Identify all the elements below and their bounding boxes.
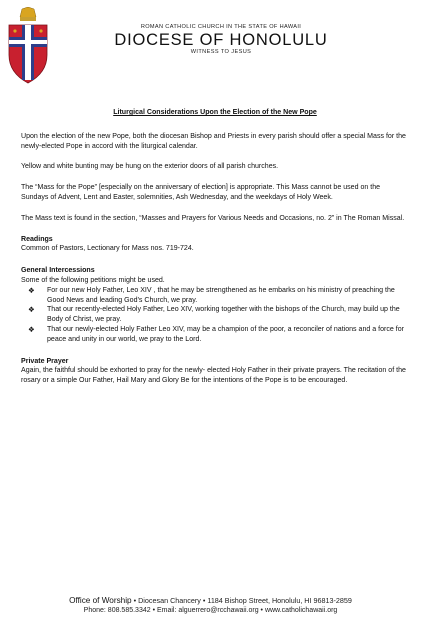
- footer-contact-line: Phone: 808.585.3342 • Email: alguerrero@rcchawaii.org • www.catholichawaii.org: [83, 607, 338, 614]
- letterhead-footer: [0, 596, 421, 616]
- petition-text: That our recently-elected Holy Father, Leo XIV, working together with the bishops of the Church, may build up the Body of Christ, we pray.: [47, 306, 400, 324]
- document-title: Liturgical Considerations Upon the Election of the New Pope: [113, 109, 317, 116]
- readings-text: Common of Pastors, Lectionary for Mass nos. 719-724.: [21, 245, 194, 253]
- letterhead-subtitle: WITNESS TO JESUS: [190, 49, 252, 55]
- letterhead-title: DIOCESE OF HONOLULU: [114, 31, 328, 49]
- readings-heading: Readings: [21, 235, 53, 243]
- letterhead-superscript: ROMAN CATHOLIC CHURCH IN THE STATE OF HAWAII: [140, 24, 302, 30]
- petition-item: [21, 325, 409, 345]
- intercessions-heading: General Intercessions: [21, 267, 95, 275]
- paragraph-bunting: Yellow and white bunting may be hung on the exterior doors of all parish churches.: [21, 163, 279, 171]
- intercessions-intro: Some of the following petitions might be used.: [21, 276, 165, 284]
- diamond-bullet-icon: ❖: [28, 324, 35, 334]
- footer-office-name: Office of Worship: [69, 596, 132, 605]
- petition-text: For our new Holy Father, Leo XIV , that he may be strengthened as he embarks on his ministry of preaching the Good News and leading God’s Church, we pray.: [47, 286, 395, 304]
- letterhead-title-block: [96, 24, 346, 56]
- diamond-bullet-icon: ❖: [28, 305, 35, 315]
- footer-address: • Diocesan Chancery • 1184 Bishop Street, Honolulu, HI 96813-2859: [131, 596, 352, 605]
- footer-address-line: [0, 596, 421, 606]
- petition-text: That our newly-elected Holy Father Leo XIV, may be a champion of the poor, a reconciler of nations and a force for peace and unity in our world, we pray to the Lord.: [47, 325, 404, 343]
- private-prayer-section: [21, 357, 409, 386]
- private-prayer-text: Again, the faithful should be exhorted to pray for the newly- elected Holy Father in their private prayers. The recitation of the rosary or a simple Our Father, Hail Mary and Glory Be for the intentions of the Pope is to be encouraged.: [21, 367, 406, 385]
- paragraph-mass-for-pope: The “Mass for the Pope” [especially on the anniversary of election] is appropriate. This Mass cannot be used on the Sundays of Advent, Lent and Easter, solemnities, Ash Wednesday, and the weekdays of Holy Week.: [21, 184, 381, 201]
- document-body: [21, 108, 409, 398]
- diamond-bullet-icon: ❖: [28, 285, 35, 295]
- petition-item: [21, 286, 409, 306]
- paragraph-special-mass: Upon the election of the new Pope, both the diocesan Bishop and Priests in every parish should offer a special Mass for the newly-elected Pope in accord with the liturgical calendar.: [21, 132, 406, 150]
- private-prayer-heading: Private Prayer: [21, 357, 69, 365]
- petition-item: [21, 305, 409, 325]
- readings-section: [21, 235, 409, 255]
- petition-list: [21, 286, 409, 345]
- diocese-crest-icon: [6, 7, 50, 85]
- intercessions-section: [21, 266, 409, 344]
- paragraph-mass-text: The Mass text is found in the section, “Masses and Prayers for Various Needs and Occasions, no. 2” in The Roman Missal.: [21, 214, 405, 222]
